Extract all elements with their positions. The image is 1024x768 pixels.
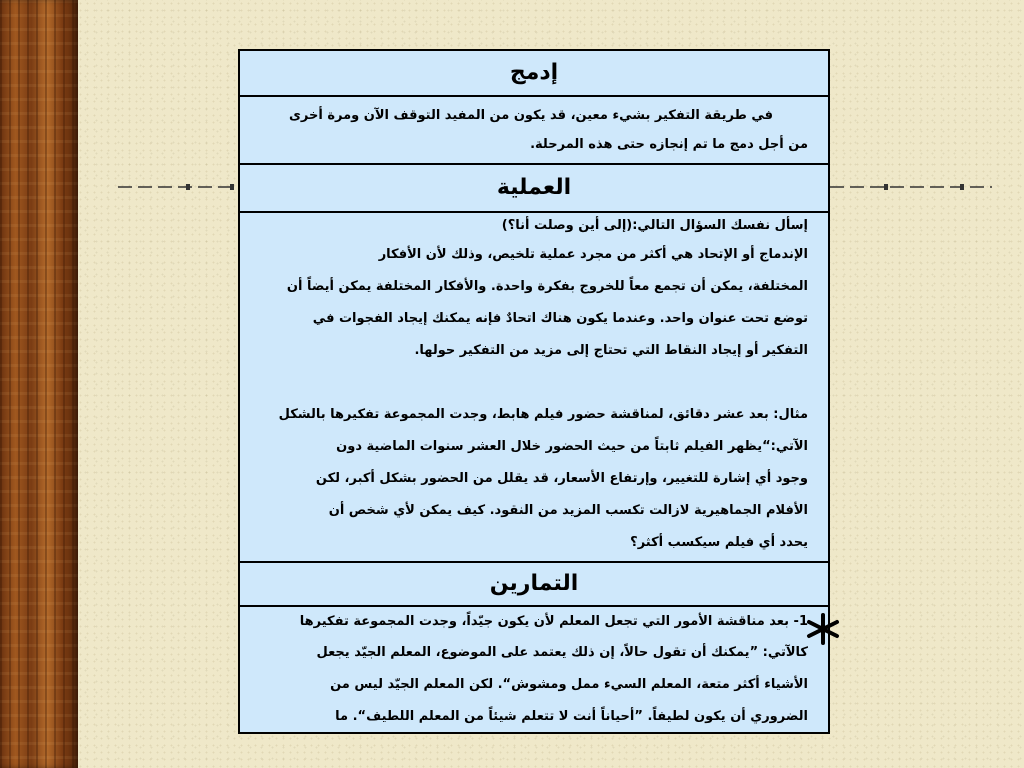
merge-title: إدمج <box>509 60 559 85</box>
exercises-body <box>240 607 828 732</box>
star-bullet-graphic <box>806 612 840 646</box>
right-dashed-divider-graphic <box>830 184 992 190</box>
example-line: الأفلام الجماهيرية لازالت تكسب المزيد من النقود. كيف يمكن لأي شخص أن <box>328 503 808 518</box>
example-line: الآتي:“يظهر الفيلم ثابتاً من حيث الحضور خلال العشر سنوات الماضية دون <box>336 439 808 454</box>
merge-body <box>240 97 828 163</box>
wood-border <box>0 0 78 768</box>
example-line: وجود أي إشارة للتغيير، وإرتفاع الأسعار، قد يقلل من الحضور بشكل أكبر، لكن <box>315 471 808 486</box>
exercise-line: الأشياء أكثر متعة، المعلم السيء ممل ومشوش“. لكن المعلم الجيّد ليس من <box>330 677 808 692</box>
exercise-line: الضروري أن يكون لطيفاً. ”أحياناً أنت لا تتعلم شيئاً من المعلم اللطيف“. ما <box>335 709 808 724</box>
merge-line: من أجل دمج ما تم إنجازه حتى هذه المرحلة. <box>530 137 808 152</box>
merge-header <box>240 51 828 95</box>
left-dashed-divider <box>118 184 238 188</box>
process-title: العملية <box>496 175 572 200</box>
star-bullet-icon <box>806 612 840 650</box>
process-line: إسأل نفسك السؤال التالي:(إلى أين وصلت أنا؟) <box>501 218 808 233</box>
exercise-line: كالآتي: ”يمكنك أن تقول حالاً، إن ذلك يعتمد على الموضوع، المعلم الجيّد يجعل <box>316 645 808 660</box>
process-line: الإندماج أو الإتحاد هي أكثر من مجرد عملية تلخيص، وذلك لأن الأفكار <box>378 247 808 262</box>
process-line: توضع تحت عنوان واحد. وعندما يكون هناك اتحادٌ فإنه يمكنك إيجاد الفجوات في <box>312 311 808 326</box>
exercise-line: 1- بعد مناقشة الأمور التي تجعل المعلم لأن يكون جيّداً، وجدت المجموعة تفكيرها <box>299 614 808 629</box>
process-line: التفكير أو إيجاد النقاط التي تحتاج إلى مزيد من التفكير حولها. <box>414 343 808 358</box>
example-line: يحدد أي فيلم سيكسب أكثر؟ <box>630 535 808 550</box>
exercises-title: التمارين <box>489 571 579 596</box>
left-dashed-divider-graphic <box>118 184 238 190</box>
content-table <box>238 49 830 734</box>
right-dashed-divider <box>830 184 992 188</box>
process-blank-line <box>254 367 808 399</box>
process-header <box>240 165 828 211</box>
example-line: مثال: بعد عشر دقائق، لمناقشة حضور فيلم هابط، وجدت المجموعة تفكيرها بالشكل <box>278 407 808 422</box>
exercises-header <box>240 563 828 605</box>
process-line: المختلفة، يمكن أن تجمع معاً للخروج بفكرة واحدة. والأفكار المختلفة يمكن أيضاً أن <box>286 279 808 294</box>
process-body <box>240 213 828 561</box>
merge-line: في طريقة التفكير بشيء معين، قد يكون من المفيد التوقف الآن ومرة أخرى <box>288 108 774 123</box>
